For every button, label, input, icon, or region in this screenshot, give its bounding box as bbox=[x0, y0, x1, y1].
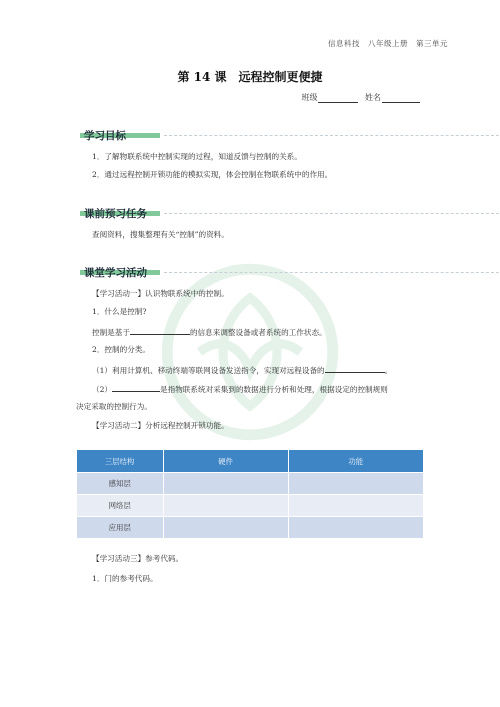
hardware-cell[interactable] bbox=[163, 495, 288, 517]
function-cell[interactable] bbox=[288, 517, 424, 539]
fill-blank[interactable] bbox=[325, 363, 385, 373]
goal-item-2: 2．通过远程控制开锁功能的模拟实现，体会控制在物联系统中的作用。 bbox=[92, 170, 333, 179]
control-definition bbox=[92, 325, 327, 338]
layer-cell: 感知层 bbox=[77, 473, 164, 495]
preview-task-text: 查阅资料，搜集整理有关“控制”的资料。 bbox=[92, 230, 229, 239]
activity-2-title: 【学习活动二】分析远程控制开锁功能。 bbox=[92, 421, 229, 430]
table-row bbox=[77, 517, 424, 539]
dashed-divider bbox=[164, 135, 500, 136]
table-header-cell: 三层结构 bbox=[77, 450, 164, 473]
fill-blank[interactable] bbox=[130, 325, 190, 335]
section-goals-heading bbox=[80, 124, 130, 142]
class-blank[interactable] bbox=[318, 92, 358, 103]
section-activities-heading bbox=[80, 261, 151, 279]
table-header-cell: 功能 bbox=[288, 450, 424, 473]
section-title: 课前预习任务 bbox=[84, 208, 147, 220]
table-row bbox=[77, 473, 424, 495]
hardware-cell[interactable] bbox=[163, 517, 288, 539]
question-1: 1．什么是控制? bbox=[92, 307, 147, 316]
class-label: 班级 bbox=[301, 93, 318, 102]
table-header-row bbox=[77, 450, 424, 473]
definition-text-start: 控制是基于 bbox=[92, 328, 130, 337]
goal-item-1: 1．了解物联系统中控制实现的过程，知道反馈与控制的关系。 bbox=[92, 152, 302, 161]
code-item-1: 1．门的参考代码。 bbox=[92, 574, 158, 583]
class-name-line bbox=[301, 92, 424, 103]
lesson-number: 第 14 课 bbox=[177, 70, 227, 84]
layer-cell: 网络层 bbox=[77, 495, 164, 517]
dashed-divider bbox=[164, 213, 500, 214]
name-label: 姓名 bbox=[365, 93, 381, 102]
name-blank[interactable] bbox=[382, 92, 420, 103]
table-header-cell: 硬件 bbox=[163, 450, 288, 473]
page-title bbox=[0, 68, 500, 85]
table-row bbox=[77, 495, 424, 517]
definition-text-end: 的信息来调整设备或者系统的工作状态。 bbox=[189, 328, 327, 337]
category-2 bbox=[92, 382, 388, 395]
function-cell[interactable] bbox=[288, 473, 424, 495]
lesson-name: 远程控制更便捷 bbox=[238, 70, 323, 84]
three-layer-table bbox=[76, 450, 424, 539]
dashed-divider bbox=[164, 272, 500, 273]
category-2-prefix: （2） bbox=[92, 385, 113, 394]
question-2: 2．控制的分类。 bbox=[92, 345, 150, 354]
function-cell[interactable] bbox=[288, 495, 424, 517]
layer-cell: 应用层 bbox=[77, 517, 164, 539]
section-title: 课堂学习活动 bbox=[84, 267, 147, 279]
category-1-end: 。 bbox=[384, 366, 393, 375]
page-header: 信息科技 八年级上册 第三单元 bbox=[328, 39, 448, 48]
activity-1-title: 【学习活动一】认识物联系统中的控制。 bbox=[92, 289, 229, 298]
hardware-cell[interactable] bbox=[163, 473, 288, 495]
category-2-continued: 决定采取的控制行为。 bbox=[76, 402, 152, 411]
section-title: 学习目标 bbox=[84, 130, 126, 142]
fill-blank[interactable] bbox=[112, 382, 160, 392]
category-1 bbox=[92, 363, 392, 376]
activity-3-title: 【学习活动三】参考代码。 bbox=[92, 554, 184, 563]
section-preview-heading bbox=[80, 202, 151, 220]
category-2-text: 是指物联系统对采集到的数据进行分析和处理，根据设定的控制规则 bbox=[160, 385, 388, 394]
category-1-text: （1）利用计算机、移动终端等联网设备发送指令，实现对远程设备的 bbox=[92, 366, 325, 375]
